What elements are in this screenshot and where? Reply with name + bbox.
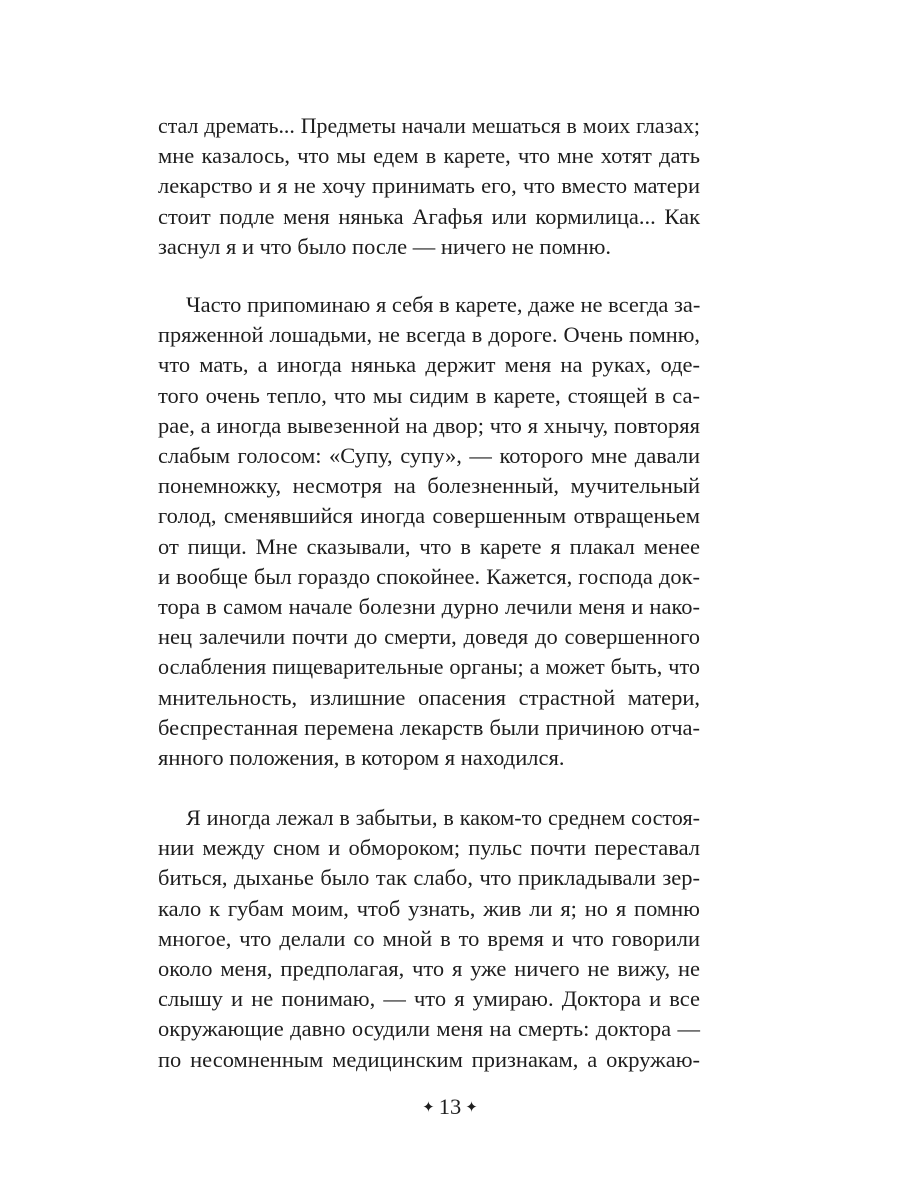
text-line: Часто припоминаю я себя в карете, даже не всегда за- xyxy=(186,292,701,317)
text-line: нии между сном и обмороком; пульс почти переставал xyxy=(158,835,700,861)
text-line: голод, сменявшийся иногда совершенным отвращеньем xyxy=(158,503,700,529)
text-line: от пищи. Мне сказывали, что в карете я плакал менее xyxy=(158,533,700,559)
text-line: тора в самом начале болезни дурно лечили меня и нако- xyxy=(158,594,700,620)
text-line: пряженной лошадьми, не всегда в дороге. Очень помню, xyxy=(158,322,700,348)
star-ornament-icon: ✦ xyxy=(422,1100,435,1116)
text-line: биться, дыханье было так слабо, что прикладывали зер- xyxy=(158,865,700,891)
text-line: многое, что делали со мной в то время и что говорили xyxy=(158,925,700,951)
paragraph-1 xyxy=(158,111,700,262)
text-line: нец залечили почти до смерти, доведя до совершенного xyxy=(158,624,700,650)
text-line: стал дремать... Предметы начали мешаться в моих глазах; xyxy=(158,113,700,138)
page-number-footer xyxy=(0,1092,900,1123)
text-line: что мать, а иногда нянька держит меня на руках, оде- xyxy=(158,352,700,378)
text-line: ослабления пищеварительные органы; а может быть, что xyxy=(158,654,700,680)
text-line: стоит подле меня нянька Агафья или кормилица... Как xyxy=(158,203,700,229)
text-line: мнительность, излишние опасения страстной матери, xyxy=(158,684,700,710)
text-line: окружающие давно осудили меня на смерть: доктора — xyxy=(158,1016,700,1042)
star-ornament-icon: ✦ xyxy=(465,1100,478,1116)
text-line: по несомненным медицинским признакам, а окружаю- xyxy=(158,1046,700,1072)
page-number: 13 xyxy=(438,1094,462,1119)
text-line: лекарство и я не хочу принимать его, что вместо матери xyxy=(158,173,700,199)
text-line: беспрестанная перемена лекарств были причиною отча- xyxy=(158,714,700,740)
text-line: заснул я и что было после — ничего не помню. xyxy=(158,233,612,259)
text-line: слышу и не понимаю, — что я умираю. Доктора и все xyxy=(158,986,700,1012)
text-line: рае, а иногда вывезенной на двор; что я хнычу, повторяя xyxy=(158,412,700,438)
text-line: Я иногда лежал в забытьи, в каком-то среднем состоя- xyxy=(186,805,700,830)
text-line: около меня, предполагая, что я уже ничего не вижу, не xyxy=(158,956,700,982)
text-line: мне казалось, что мы едем в карете, что мне хотят дать xyxy=(158,143,700,169)
text-line: и вообще был гораздо спокойнее. Кажется, господа док- xyxy=(158,563,700,589)
paragraph-3 xyxy=(158,803,700,1075)
text-line: янного положения, в котором я находился. xyxy=(158,745,565,771)
text-line: кало к губам моим, чтоб узнать, жив ли я; но я помню xyxy=(158,895,700,921)
paragraph-2 xyxy=(158,290,700,773)
text-line: понемножку, несмотря на болезненный, мучительный xyxy=(158,473,700,499)
text-line: слабым голосом: «Супу, супу», — которого мне давали xyxy=(158,443,700,469)
text-line: того очень тепло, что мы сидим в карете, стоящей в са- xyxy=(158,382,700,408)
